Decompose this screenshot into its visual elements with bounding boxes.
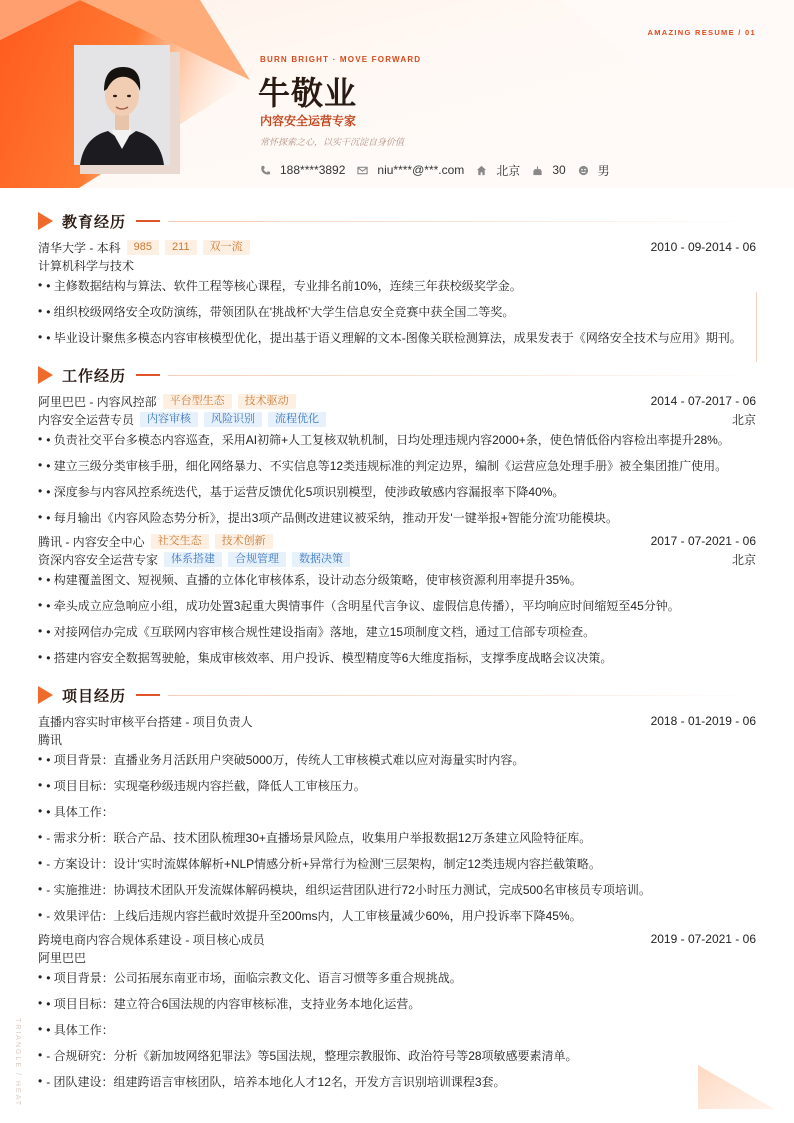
- school-name: 清华大学 - 本科: [38, 240, 121, 255]
- list-item: • - 效果评估：上线后违规内容拦截时效提升至200ms内，人工审核量减少60%，用户投诉率下降45%。: [38, 908, 582, 923]
- project-org-row: [38, 949, 756, 965]
- job-city: 北京: [731, 412, 756, 427]
- job-position-row: [38, 551, 756, 567]
- job-period: 2017 - 07-2021 - 06: [650, 534, 756, 548]
- resume-tag-line: AMAZING RESUME / 01: [647, 28, 756, 37]
- list-item: • • 具体工作：: [38, 804, 114, 819]
- job-position: 内容安全运营专员: [38, 412, 135, 427]
- contact-gender: [578, 162, 610, 179]
- section-divider: [168, 375, 756, 376]
- job-period: 2014 - 07-2017 - 06: [650, 394, 756, 408]
- project-period: 2018 - 01-2019 - 06: [650, 714, 756, 728]
- company-name: 腾讯 - 内容安全中心: [38, 534, 145, 549]
- project-period: 2019 - 07-2021 - 06: [650, 932, 756, 946]
- list-item: • • 具体工作：: [38, 1022, 114, 1037]
- skill-tag: 体系搭建: [164, 552, 222, 567]
- project-org: 阿里巴巴: [38, 950, 87, 965]
- company-tag: 技术驱动: [238, 394, 296, 409]
- title-dash: [136, 374, 160, 376]
- contact-phone: [260, 163, 345, 177]
- contact-city: [476, 162, 520, 179]
- skill-tag: 合规管理: [228, 552, 286, 567]
- list-item: • • 对接网信办完成《互联网内容审核合规性建设指南》落地，建立15项制度文档，通过工信部专项检查。: [38, 624, 596, 639]
- job-city: 北京: [731, 552, 756, 567]
- gender: 男: [597, 163, 610, 178]
- contact-email: [357, 163, 464, 177]
- list-item: • • 项目目标：建立符合6国法规的内容审核标准，支持业务本地化运营。: [38, 996, 421, 1011]
- project-org: 腾讯: [38, 732, 63, 747]
- education-section-header: [38, 211, 756, 231]
- project-name: 跨境电商内容合规体系建设 - 项目核心成员: [38, 932, 265, 947]
- list-item: • • 毕业设计聚焦多模态内容审核模型优化，提出基于语义理解的文本-图像关联检测算法，成果发表于《网络安全技术与应用》期刊。: [38, 330, 742, 345]
- skill-tag: 风险识别: [204, 412, 262, 427]
- list-item: • • 项目背景：公司拓展东南亚市场，面临宗教文化、语言习惯等多重合规挑战。: [38, 970, 462, 985]
- list-item: • • 深度参与内容风控系统迭代，基于运营反馈优化5项识别模型，使涉政敏感内容漏报率下降40%。: [38, 484, 565, 499]
- section-title: 教育经历: [62, 213, 127, 231]
- home-icon: [476, 165, 487, 176]
- slogan: BURN BRIGHT · MOVE FORWARD: [260, 55, 422, 64]
- section-divider: [168, 695, 756, 696]
- list-item: • - 实施推进：协调技术团队开发流媒体解码模块，组织运营团队进行72小时压力测试，完成500名审核员专项培训。: [38, 882, 651, 897]
- major: 计算机科学与技术: [38, 258, 135, 273]
- job-company-row: [38, 533, 756, 549]
- work-section-header: [38, 365, 756, 385]
- section-title: 工作经历: [62, 367, 127, 385]
- contact-age: [532, 163, 565, 177]
- company-name: 阿里巴巴 - 内容风控部: [38, 394, 157, 409]
- job-company-row: [38, 393, 756, 409]
- phone-icon: [260, 165, 271, 176]
- cake-icon: [532, 165, 543, 176]
- list-item: • • 负责社交平台多模态内容巡查，采用AI初筛+人工复核双轨机制，日均处理违规内容2000+条，使色情低俗内容检出率提升28%。: [38, 432, 730, 447]
- age: 30: [552, 163, 566, 177]
- skill-tag: 流程优化: [268, 412, 326, 427]
- school-tag: 985: [127, 240, 159, 255]
- mail-icon: [357, 165, 368, 176]
- skill-tag: 数据决策: [292, 552, 350, 567]
- education-school-row: [38, 239, 756, 255]
- list-item: • • 每月输出《内容风险态势分析》，提出3项产品侧改进建议被采纳，推动开发'一键举报+智能分流'功能模块。: [38, 510, 619, 525]
- section-divider: [168, 221, 756, 222]
- triangle-icon: [38, 366, 53, 384]
- triangle-icon: [38, 686, 53, 704]
- email-address: niu****@***.com: [377, 163, 465, 177]
- list-item: • • 主修数据结构与算法、软件工程等核心课程，专业排名前10%，连续三年获校级奖学金。: [38, 278, 522, 293]
- triangle-icon: [38, 212, 53, 230]
- city: 北京: [496, 163, 521, 178]
- side-vertical-text: TRIANGLE / HEAT: [14, 1018, 21, 1107]
- list-item: • - 方案设计：设计'实时流媒体解析+NLP情感分析+异常行为检测'三层架构，制定12类违规内容拦截策略。: [38, 856, 601, 871]
- school-tag: 211: [165, 240, 197, 255]
- skill-tag: 内容审核: [140, 412, 198, 427]
- education-period: 2010 - 09-2014 - 06: [650, 240, 756, 254]
- project-name: 直播内容实时审核平台搭建 - 项目负责人: [38, 714, 253, 729]
- title-dash: [136, 220, 160, 222]
- section-title: 项目经历: [62, 687, 127, 705]
- school-tag: 双一流: [203, 240, 250, 255]
- phone-number: 188****3892: [280, 163, 346, 177]
- company-tag: 平台型生态: [163, 394, 232, 409]
- list-item: • • 构建覆盖图文、短视频、直播的立体化审核体系，设计动态分级策略，使审核资源利用率提升35%。: [38, 572, 582, 587]
- project-org-row: [38, 731, 756, 747]
- title-dash: [136, 694, 160, 696]
- list-item: • • 搭建内容安全数据驾驶舱，集成审核效率、用户投诉、模型精度等6大维度指标，支撑季度战略会议决策。: [38, 650, 613, 665]
- project-title-row: [38, 713, 756, 729]
- company-tag: 社交生态: [151, 534, 209, 549]
- list-item: • - 需求分析：联合产品、技术团队梳理30+直播场景风险点，收集用户举报数据12万条建立风险特征库。: [38, 830, 592, 845]
- job-position: 资深内容安全运营专家: [38, 552, 159, 567]
- education-major-row: [38, 257, 756, 273]
- list-item: • • 牵头成立应急响应小组，成功处置3起重大舆情事件（含明星代言争议、虚假信息传播），平均响应时间缩短至45分钟。: [38, 598, 680, 613]
- list-item: • • 项目背景：直播业务月活跃用户突破5000万，传统人工审核模式难以应对海量实时内容。: [38, 752, 525, 767]
- contact-bar: [260, 162, 622, 178]
- candidate-role: 内容安全运营专家: [260, 114, 357, 128]
- candidate-name: 牛敬业: [258, 75, 358, 111]
- decorative-line: [756, 292, 757, 362]
- list-item: • - 合规研究：分析《新加坡网络犯罪法》等5国法规，整理宗教服饰、政治符号等28项敏感要素清单。: [38, 1048, 578, 1063]
- list-item: • - 团队建设：组建跨语言审核团队，培养本地化人才12名，开发方言识别培训课程3套。: [38, 1074, 506, 1089]
- list-item: • • 建立三级分类审核手册，细化网络暴力、不实信息等12类违规标准的判定边界，编制《运营应急处理手册》被全集团推广使用。: [38, 458, 728, 473]
- list-item: • • 组织校级网络安全攻防演练，带领团队在'挑战杯'大学生信息安全竞赛中获全国二等奖。: [38, 304, 515, 319]
- avatar: [74, 45, 170, 165]
- list-item: • • 项目目标：实现毫秒级违规内容拦截，降低人工审核压力。: [38, 778, 366, 793]
- company-tag: 技术创新: [215, 534, 273, 549]
- gender-icon: [578, 165, 589, 176]
- motto: 常怀探索之心，以实干沉淀自身价值: [260, 137, 405, 147]
- projects-section-header: [38, 685, 756, 705]
- project-title-row: [38, 931, 756, 947]
- job-position-row: [38, 411, 756, 427]
- corner-triangle-decoration: [696, 1061, 776, 1111]
